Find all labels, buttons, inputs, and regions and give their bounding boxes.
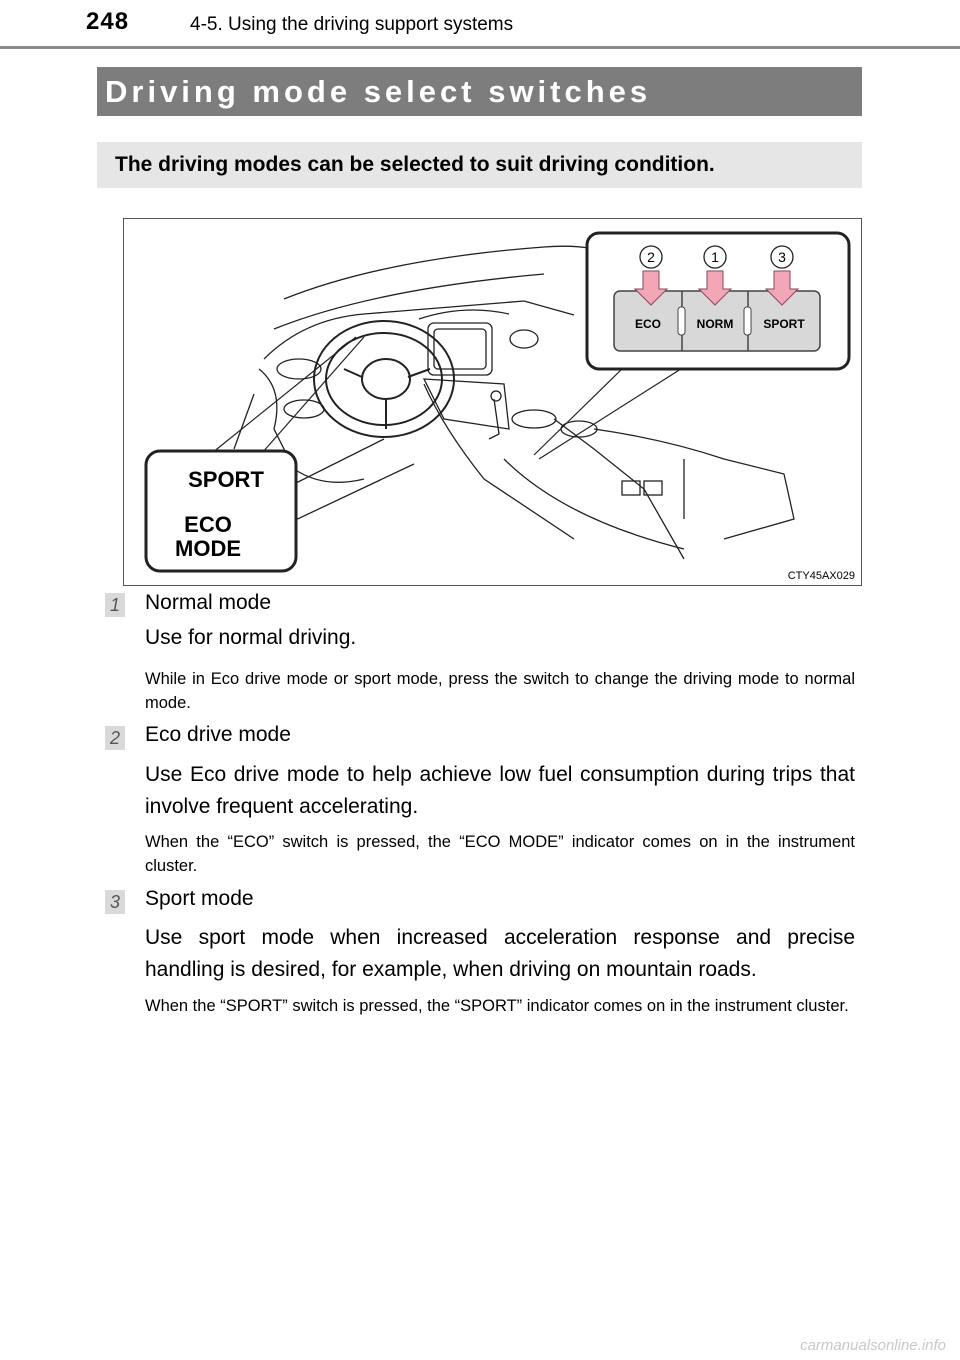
sport-switch-label: SPORT: [763, 317, 805, 331]
item-title-sport-mode: Sport mode: [145, 887, 254, 910]
item-number-1: 1: [105, 593, 125, 617]
page-title: Driving mode select switches: [97, 67, 862, 116]
eco-indicator-label: ECO: [184, 512, 232, 537]
page-number: 248: [86, 8, 130, 35]
sport-indicator-label: SPORT: [188, 467, 264, 492]
item-body-normal-mode: Use for normal driving.: [145, 626, 357, 649]
callout-number-1: 1: [711, 249, 719, 265]
dashboard-drawing: [124, 219, 861, 585]
mode-indicator-label: MODE: [175, 536, 241, 561]
section-heading: 4-5. Using the driving support systems: [190, 14, 514, 35]
item-number-2: 2: [105, 726, 125, 750]
norm-switch-label: NORM: [696, 317, 734, 331]
dashboard-illustration: [123, 218, 862, 586]
item-note-eco-drive-mode: When the “ECO” switch is pressed, the “ECO MODE” indicator comes on in the instrument cluster.: [145, 833, 855, 875]
figure-code: CTY45AX029: [787, 570, 855, 582]
item-body-sport-mode: Use sport mode when increased acceleration response and precise handling is desired, for example, when driving on mountain roads.: [145, 926, 855, 981]
item-body-eco-drive-mode: Use Eco drive mode to help achieve low fuel consumption during trips that involve frequent accelerating.: [145, 763, 855, 818]
header-rule: [0, 46, 960, 49]
item-title-eco-drive-mode: Eco drive mode: [145, 723, 291, 746]
intro-text: The driving modes can be selected to suit driving condition.: [97, 142, 862, 188]
item-note-sport-mode: When the “SPORT” switch is pressed, the “SPORT” indicator comes on in the instrument cluster.: [145, 997, 849, 1015]
item-number-3: 3: [105, 890, 125, 914]
eco-switch-label: ECO: [634, 317, 662, 331]
item-title-normal-mode: Normal mode: [145, 591, 272, 614]
callout-number-3: 3: [778, 249, 786, 265]
item-note-normal-mode: While in Eco drive mode or sport mode, press the switch to change the driving mode to normal mode.: [145, 670, 855, 712]
watermark: carmanualsonline.info: [800, 1337, 946, 1354]
callout-number-2: 2: [647, 249, 655, 265]
